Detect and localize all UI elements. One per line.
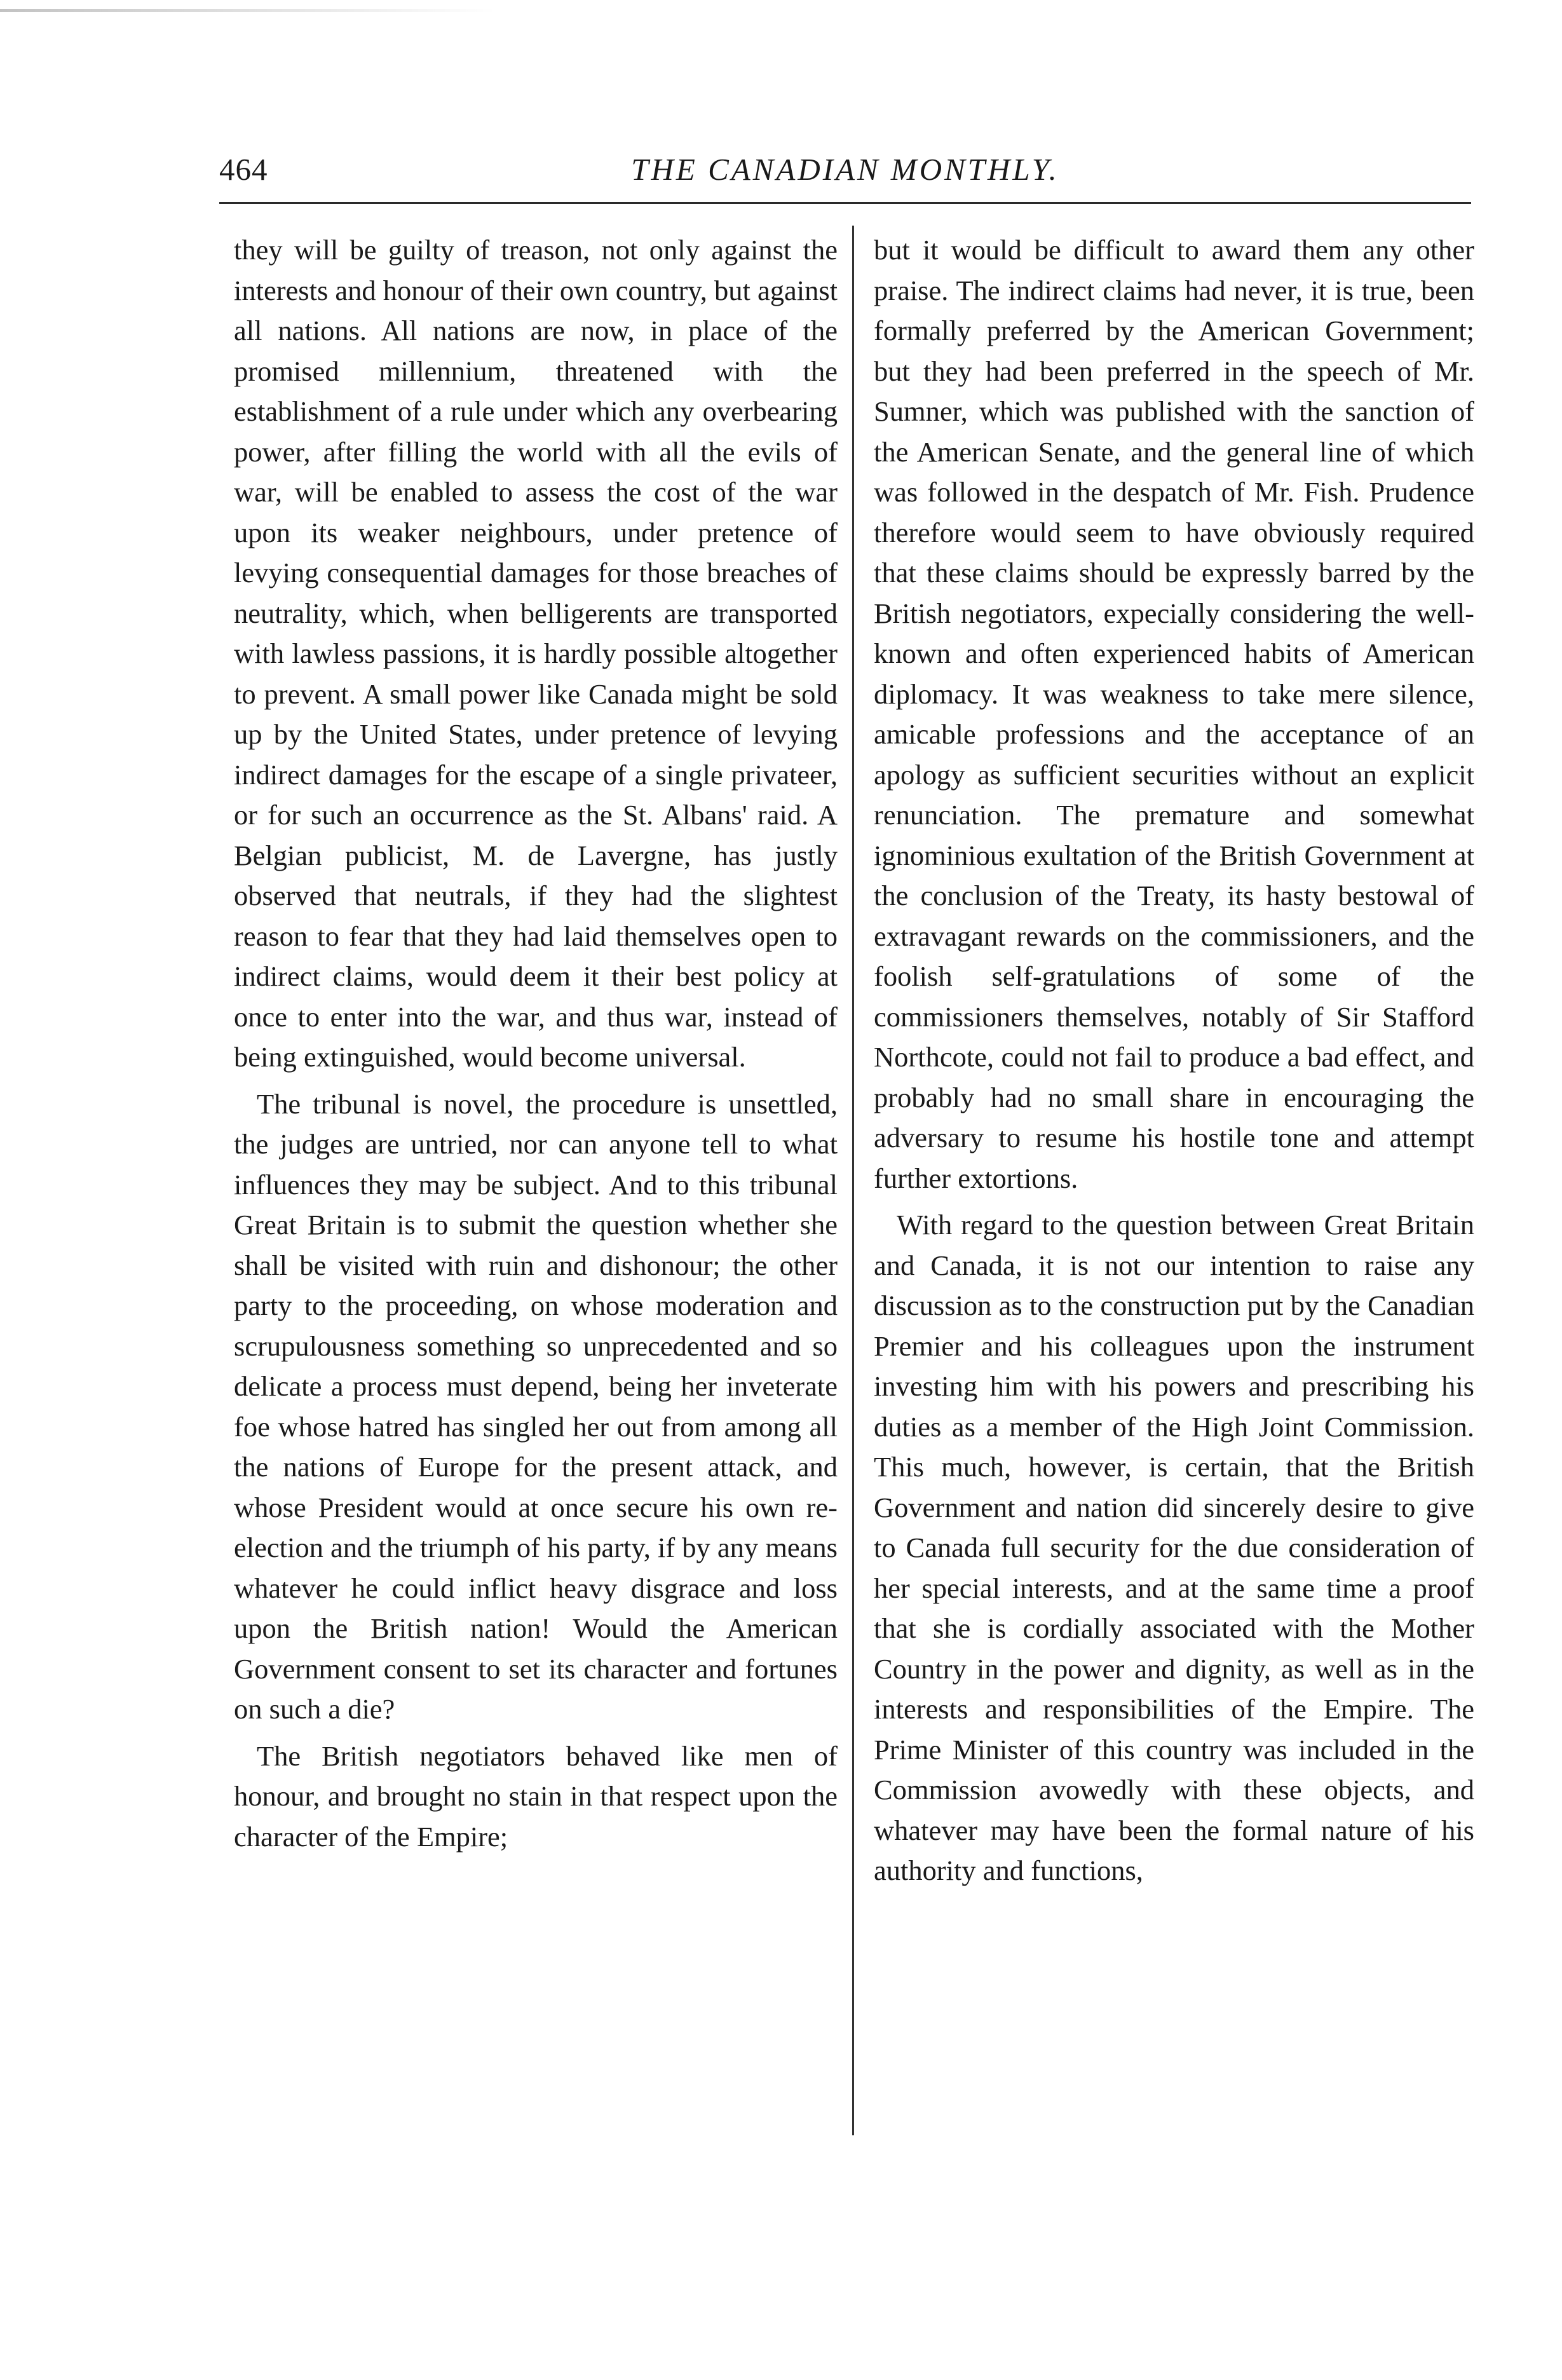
paragraph: The British negotiators behaved like men of honour, and brought no stain in that respect upon the character of the Empire; xyxy=(234,1739,838,1853)
paragraph: they will be guilty of treason, not only against the interests and honour of their own country, but against all nations. All nations are now, in place of the promised millennium, threatened with the establishment of a rule under which any overbearing power, after filling the world with all the evils of war, will be enabled to assess the cost of the war upon its weaker neighbours, under pretence of levying consequential damages for those breaches of neutrality, which, when belligerents are transported with lawless passions, it is hardly possible altogether to prevent. A small power like Canada might be sold up by the United States, under pretence of levying indirect damages for the escape of a single privateer, or for such an occurrence as the St. Albans' raid. A Belgian publicist, M. de Lavergne, has justly observed that neutrals, if they had the slightest reason to fear that they had laid themselves open to indirect claims, would deem it their best policy at once to enter into the war, and thus war, instead of being extinguished, would become universal. xyxy=(234,234,838,1073)
page-header xyxy=(219,145,1471,191)
header-rule xyxy=(219,202,1471,204)
left-column xyxy=(234,230,838,1857)
right-column xyxy=(874,230,1474,1891)
paragraph: but it would be difficult to award them any other praise. The indirect claims had never, it is true, been formally preferred by the American Government; but they had been preferred in the speech of Mr. Sumner, which was published with the sanction of the American Senate, and the general line of which was followed in the despatch of Mr. Fish. Prudence therefore would seem to have obviously required that these claims should be expressly barred by the British negotiators, expecially considering the well-known and often experienced habits of American diplomacy. It was weakness to take mere silence, amicable professions and the acceptance of an apology as sufficient securities without an explicit renunciation. The premature and somewhat ignominious exultation of the British Government at the conclusion of the Treaty, its hasty bestowal of extravagant rewards on the commissioners, and the foolish self-gratulations of some of the commissioners themselves, notably of Sir Stafford Northcote, could not fail to produce a bad effect, and probably had no small share in encouraging the adversary to resume his hostile tone and attempt further extortions. xyxy=(874,234,1474,1194)
scan-edge-mark xyxy=(0,9,496,12)
paragraph: With regard to the question between Great Britain and Canada, it is not our intention to raise any discussion as to the construction put by the Canadian Premier and his colleagues upon the instrument investing him with his powers and prescribing his duties as a member of the High Joint Commission. This much, however, is certain, that the British Government and nation did sincerely desire to give to Canada full security for the due consideration of her special interests, and at the same time a proof that she is cordially associated with the Mother Country in the power and dignity, as well as in the interests and responsibilities of the Empire. The Prime Minister of this country was included in the Commission avowedly with these objects, and whatever may have been the formal nature of his authority and functions, xyxy=(874,1209,1474,1886)
column-divider xyxy=(852,226,854,2135)
page-number: 464 xyxy=(219,152,268,187)
running-title: THE CANADIAN MONTHLY. xyxy=(631,152,1059,187)
paragraph: The tribunal is novel, the procedure is unsettled, the judges are untried, nor can anyone tell to what influences they may be subject. And to this tribunal Great Britain is to submit the question whether she shall be visited with ruin and dishonour; the other party to the proceeding, on whose moderation and scrupulousness something so unprecedented and so delicate a process must depend, being her inveterate foe whose hatred has singled her out from among all the nations of Europe for the present attack, and whose President would at once secure his own re-election and the triumph of his party, if by any means whatever he could inflict heavy disgrace and loss upon the British nation! Would the American Government consent to set its character and fortunes on such a die? xyxy=(234,1087,838,1725)
